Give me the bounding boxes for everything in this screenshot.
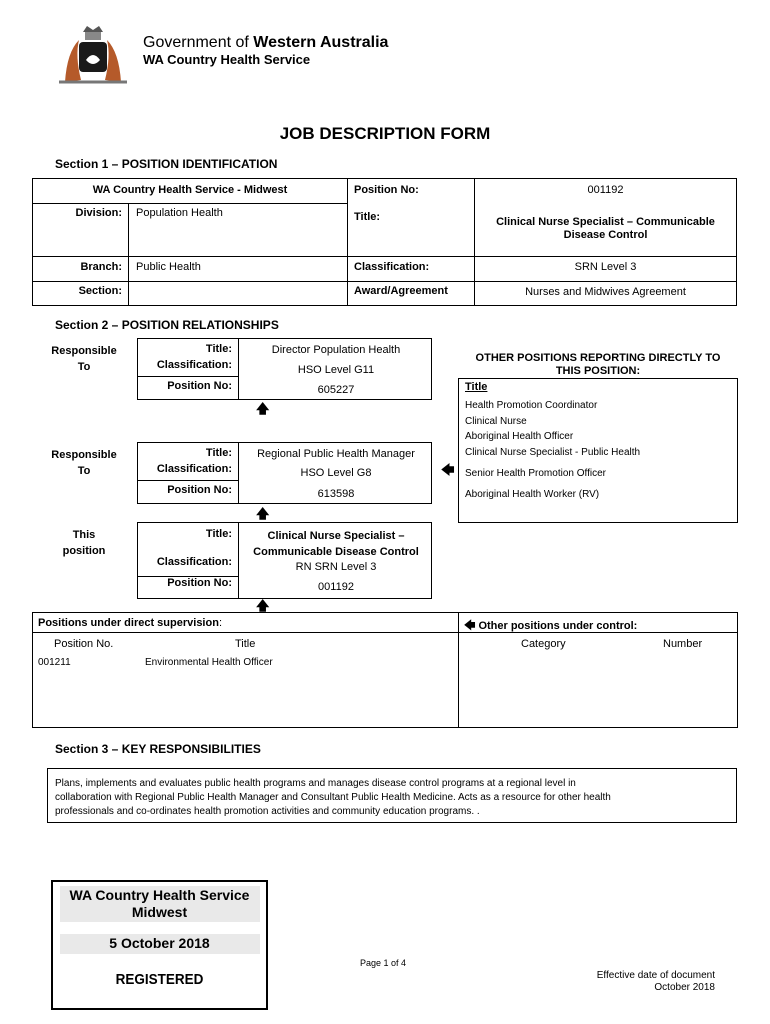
section2-heading: Section 2 – POSITION RELATIONSHIPS <box>55 318 279 332</box>
box3-classification: RN SRN Level 3 <box>295 561 377 573</box>
other-position-item: Clinical Nurse Specialist - Public Health <box>465 447 641 458</box>
award-value: Nurses and Midwives Agreement <box>525 286 686 298</box>
box1-title: Director Population Health <box>271 344 401 356</box>
section1-heading: Section 1 – POSITION IDENTIFICATION <box>55 157 278 171</box>
box2-classification: HSO Level G8 <box>300 467 372 479</box>
classification-label: Classification: <box>354 261 430 273</box>
box3-title: Clinical Nurse Specialist – Communicable Disease Control <box>253 530 419 558</box>
up-arrow-icon: 🡅 <box>256 401 270 416</box>
other-title-label: Title <box>465 381 488 393</box>
other-position-item: Clinical Nurse <box>465 416 527 427</box>
award-label: Award/Agreement <box>354 285 448 297</box>
effective-date: Effective date of document October 2018 <box>596 970 715 993</box>
org-name: WA Country Health Service - Midwest <box>92 184 288 196</box>
branch-value: Public Health <box>136 261 201 273</box>
col-number: Number <box>663 638 703 650</box>
left-arrow-icon: 🡄 <box>464 620 476 632</box>
col-category: Category <box>521 638 566 650</box>
stamp-status: REGISTERED <box>115 971 204 988</box>
col-title: Title <box>235 638 256 650</box>
supervised-number: 001211 <box>38 657 71 668</box>
direct-supervision-label: Positions under direct supervision: <box>38 617 222 629</box>
position-no-label: Position No: <box>354 184 419 196</box>
other-positions-heading: OTHER POSITIONS REPORTING DIRECTLY TO THIS POSITION: <box>475 352 721 377</box>
col-position-no: Position No. <box>54 638 114 650</box>
page-title: JOB DESCRIPTION FORM <box>279 124 491 143</box>
left-arrow-icon: 🡄 <box>441 462 455 477</box>
responsible-to-label-2: Responsible To <box>51 449 117 477</box>
up-arrow-icon: 🡅 <box>256 506 270 521</box>
title-label: Title: <box>354 211 381 223</box>
section-label: Section: <box>78 285 122 297</box>
agency-name: WA Country Health Service <box>143 52 311 67</box>
government-title: Government of Western Australia <box>143 34 389 51</box>
other-control-label: 🡄 Other positions under control: <box>464 620 638 632</box>
branch-label: Branch: <box>80 261 122 273</box>
key-responsibilities-text: Plans, implements and evaluates public health programs and manages disease control programs at a regional level in collaboration with Regional Public Health Manager and Consultant Public Health Medicine. Acts as a resource for other health professionals and co-ordinates health promotion activities and community education programs. . <box>55 778 611 817</box>
up-arrow-icon: 🡅 <box>256 598 270 613</box>
page-number: Page 1 of 4 <box>360 958 407 968</box>
responsible-to-label-1: Responsible To <box>51 345 117 373</box>
box1-number: 605227 <box>317 384 355 396</box>
other-position-item: Aboriginal Health Officer <box>465 431 574 442</box>
division-label: Division: <box>75 207 122 219</box>
supervised-title: Environmental Health Officer <box>145 657 273 668</box>
box3-number: 001192 <box>318 581 354 593</box>
stamp-date: 5 October 2018 <box>109 935 210 951</box>
position-no-value: 001192 <box>587 184 624 196</box>
other-position-item: Health Promotion Coordinator <box>465 400 598 411</box>
this-position-label: This position <box>62 529 106 557</box>
title-value: Clinical Nurse Specialist – Communicable Disease Control <box>496 216 715 241</box>
classification-value: SRN Level 3 <box>574 261 637 273</box>
other-position-item: Aboriginal Health Worker (RV) <box>465 489 600 500</box>
division-value: Population Health <box>136 207 223 219</box>
box1-classification: HSO Level G11 <box>297 364 375 376</box>
section3-heading: Section 3 – KEY RESPONSIBILITIES <box>55 742 261 756</box>
coat-of-arms-icon <box>57 24 129 86</box>
box2-number: 613598 <box>317 488 355 500</box>
other-position-item: Senior Health Promotion Officer <box>465 468 606 479</box>
box2-title: Regional Public Health Manager <box>257 448 415 460</box>
stamp-org: WA Country Health Service Midwest <box>69 887 250 920</box>
